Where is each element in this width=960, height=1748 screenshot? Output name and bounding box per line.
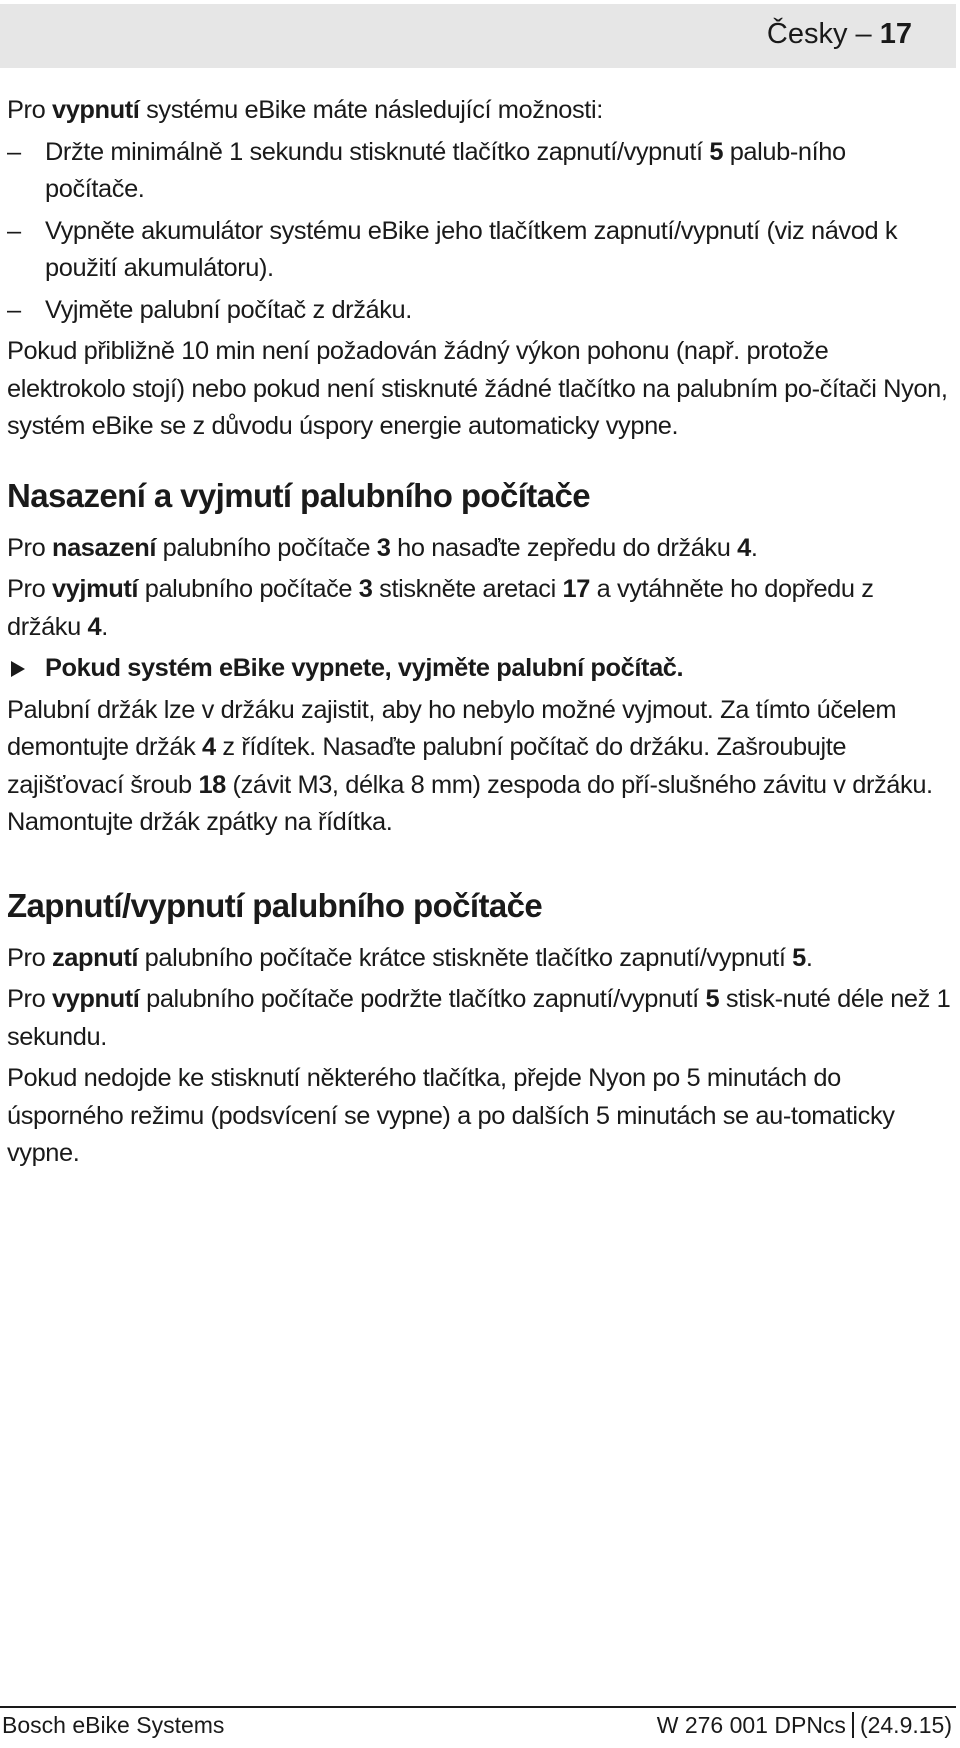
page-number: 17 — [879, 18, 912, 50]
page-content — [7, 92, 951, 1177]
power-sleep-paragraph: Pokud nedojde ke stisknutí některého tlačítka, přejde Nyon po 5 minutách do úsporného režimu (podsvícení se vypne) a po dalších 5 minutách se au-tomaticky vypne. — [7, 1064, 895, 1167]
arrow-bullet-icon — [11, 661, 25, 677]
footer-separator — [852, 1712, 854, 1738]
off-option-3-text: Vyjměte palubní počítač z držáku. — [45, 295, 412, 324]
mount-lock-paragraph: Palubní držák lze v držáku zajistit, aby ho nebylo možné vyjmout. Za tímto účelem demontujte držák 4 z řídítek. Nasaďte palubní počítač do držáku. Zašroubujte zajišťovací šroub 18 (závit M3, délka 8 mm) zespoda do pří-slušného závitu v držáku. Namontujte držák zpátky na řídítka. — [7, 695, 933, 836]
off-intro-bold: vypnutí — [51, 96, 140, 124]
off-intro-pre: Pro — [7, 96, 52, 124]
off-intro — [7, 92, 951, 130]
off-option-1-tail: palub-ního počítače. — [45, 137, 846, 203]
mount-remove-paragraph: Pro vyjmutí palubního počítače 3 stiskněte aretaci 17 a vytáhněte ho dopředu z držáku 4. — [7, 575, 874, 641]
power-heading: Zapnutí/vypnutí palubního počítače — [7, 886, 543, 924]
power-off-paragraph: Pro vypnutí palubního počítače podržte tlačítko zapnutí/vypnutí 5 stisk-nuté déle než 1 sekundu. — [7, 985, 951, 1051]
off-option-3: – Vyjměte palubní počítač z držáku. — [7, 295, 412, 324]
off-intro-post: systému eBike máte následující možnosti: — [139, 96, 603, 124]
header-title — [767, 18, 912, 51]
mount-heading: Nasazení a vyjmutí palubního počítače — [7, 476, 590, 514]
header-language: Česky – — [766, 18, 872, 50]
footer-doc-code: W 276 001 DPNcs — [656, 1712, 846, 1738]
off-option-2: – Vypněte akumulátor systému eBike jeho tlačítkem zapnutí/vypnutí (viz návod k použití akumulátoru). — [7, 216, 898, 282]
footer-doc-info — [657, 1712, 952, 1739]
auto-off-paragraph: Pokud přibližně 10 min není požadován žádný výkon pohonu (např. protože elektrokolo stojí) nebo pokud není stisknuté žádné tlačítko na palubním po-čítači Nyon, systém eBike se z důvodu úspory energie automaticky vypne. — [7, 337, 948, 440]
footer-divider — [0, 1706, 956, 1708]
power-on-paragraph: Pro zapnutí palubního počítače krátce stiskněte tlačítko zapnutí/vypnutí 5. — [7, 943, 813, 972]
footer-date: (24.9.15) — [859, 1712, 952, 1738]
mount-warning-text: Pokud systém eBike vypnete, vyjměte palubní počítač. — [45, 654, 684, 682]
page-header — [0, 4, 956, 68]
off-option-2-text: Vypněte akumulátor systému eBike jeho tlačítkem zapnutí/vypnutí (viz návod k použití akumulátoru). — [45, 216, 898, 282]
footer-company: Bosch eBike Systems — [2, 1712, 225, 1738]
off-option-1: – Držte minimálně 1 sekundu stisknuté tlačítko zapnutí/vypnutí 5 palub-ního počítače. — [7, 137, 846, 203]
off-option-1-text: Držte minimálně 1 sekundu stisknuté tlačítko zapnutí/vypnutí — [45, 137, 710, 166]
mount-warning — [7, 650, 951, 688]
off-option-1-ref: 5 — [709, 137, 724, 166]
mount-insert-paragraph: Pro nasazení palubního počítače 3 ho nasaďte zepředu do držáku 4. — [7, 533, 758, 562]
